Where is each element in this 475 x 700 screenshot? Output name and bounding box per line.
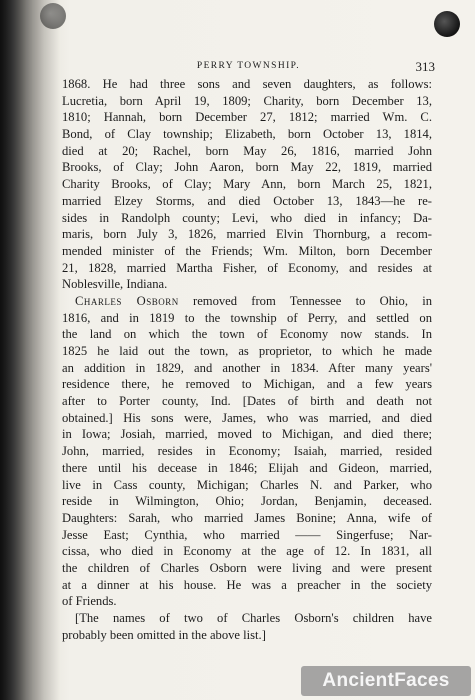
text-line: sides in Randolph county; Levi, who died in infancy; Da-	[62, 210, 432, 225]
text-line: maris, born July 3, 1826, married Elvin Thornburg, a recom-	[62, 227, 432, 242]
text-line: John, married, resides in Economy; Isaiah, married, resided	[62, 444, 432, 459]
text-line: the children of Charles Osborn were living and were present	[62, 560, 432, 575]
page-header	[62, 59, 435, 73]
text-line: there until his decease in 1846; Elijah and Gideon, married,	[62, 460, 432, 475]
text-fragment: removed from Tennessee to Ohio, in	[193, 293, 432, 308]
paragraph-continued	[62, 76, 432, 293]
text-line: cissa, who died in Economy at the age of 12. In 1831, all	[62, 544, 432, 559]
running-head: PERRY TOWNSHIP.	[196, 61, 301, 71]
text-line: 1868. He had three sons and seven daughters, as follows:	[62, 77, 432, 91]
text-line: live in Cass county, Michigan; Charles N. and Parker, who	[62, 477, 432, 492]
text-line: residence there, he removed to Michigan, and a few years	[62, 377, 432, 392]
text-line: Daughters: Sarah, who married James Bonine; Anna, wife of	[62, 510, 432, 525]
page-body	[62, 76, 432, 643]
text-line: Lucretia, born April 19, 1809; Charity, born December 13,	[62, 93, 432, 108]
text-line: of Friends.	[62, 594, 117, 609]
text-line: the land on which the town of Economy now stands. In	[62, 327, 432, 342]
text-line: died at 20; Rachel, born May 26, 1816, married John	[62, 143, 432, 158]
text-line: 1816, and in 1819 to the township of Perry, and settled on	[62, 310, 432, 325]
text-line	[62, 293, 432, 310]
binding-shadow	[0, 0, 60, 700]
text-line: [The names of two of Charles Osborn's children have	[75, 611, 432, 625]
text-line: in Iowa; Josiah, married, moved to Michigan, and died there;	[62, 427, 432, 442]
text-line: 1825 he laid out the town, as proprietor, to which he made	[62, 344, 432, 358]
binder-hole	[40, 3, 66, 29]
person-name: Charles Osborn	[75, 293, 179, 308]
text-line: 1810; Hannah, born December 27, 1812; married Wm. C.	[62, 110, 432, 125]
text-line: obtained.] His sons were, James, who was married, and died	[62, 410, 432, 425]
text-line: 21, 1828, married Martha Fisher, of Economy, and resides at	[62, 260, 432, 275]
text-line: Bond, of Clay township; Elizabeth, born October 13, 1814,	[62, 127, 432, 142]
text-line: probably been omitted in the above list.]	[62, 627, 266, 642]
page-number: 313	[415, 59, 435, 74]
text-line: reside in Wilmington, Ohio; Jordan, Benjamin, deceased.	[62, 494, 432, 509]
paragraph-editorial-note	[62, 610, 432, 643]
paragraph-charles-osborn	[62, 293, 432, 610]
text-line: an addition in 1829, and another in 1834. After many years'	[62, 360, 432, 375]
text-line: at a dinner at his house. He was a preacher in the society	[62, 577, 432, 592]
watermark-logo: AncientFaces	[301, 666, 471, 696]
binder-hole	[434, 11, 460, 37]
text-line: Charity Brooks, of Clay; Mary Ann, born March 25, 1821,	[62, 177, 432, 192]
text-line: Jesse East; Cynthia, who married —— Singerfuse; Nar-	[62, 527, 432, 542]
text-line: mended minister of the Friends; Wm. Milton, born December	[62, 243, 432, 258]
text-line: married Elzey Storms, and died October 13, 1843—he re-	[62, 193, 432, 208]
text-line: Noblesville, Indiana.	[62, 277, 168, 292]
text-line: after to Porter county, Ind. [Dates of birth and death not	[62, 394, 432, 409]
text-line: Brooks, of Clay; John Aaron, born May 22, 1819, married	[62, 160, 432, 175]
